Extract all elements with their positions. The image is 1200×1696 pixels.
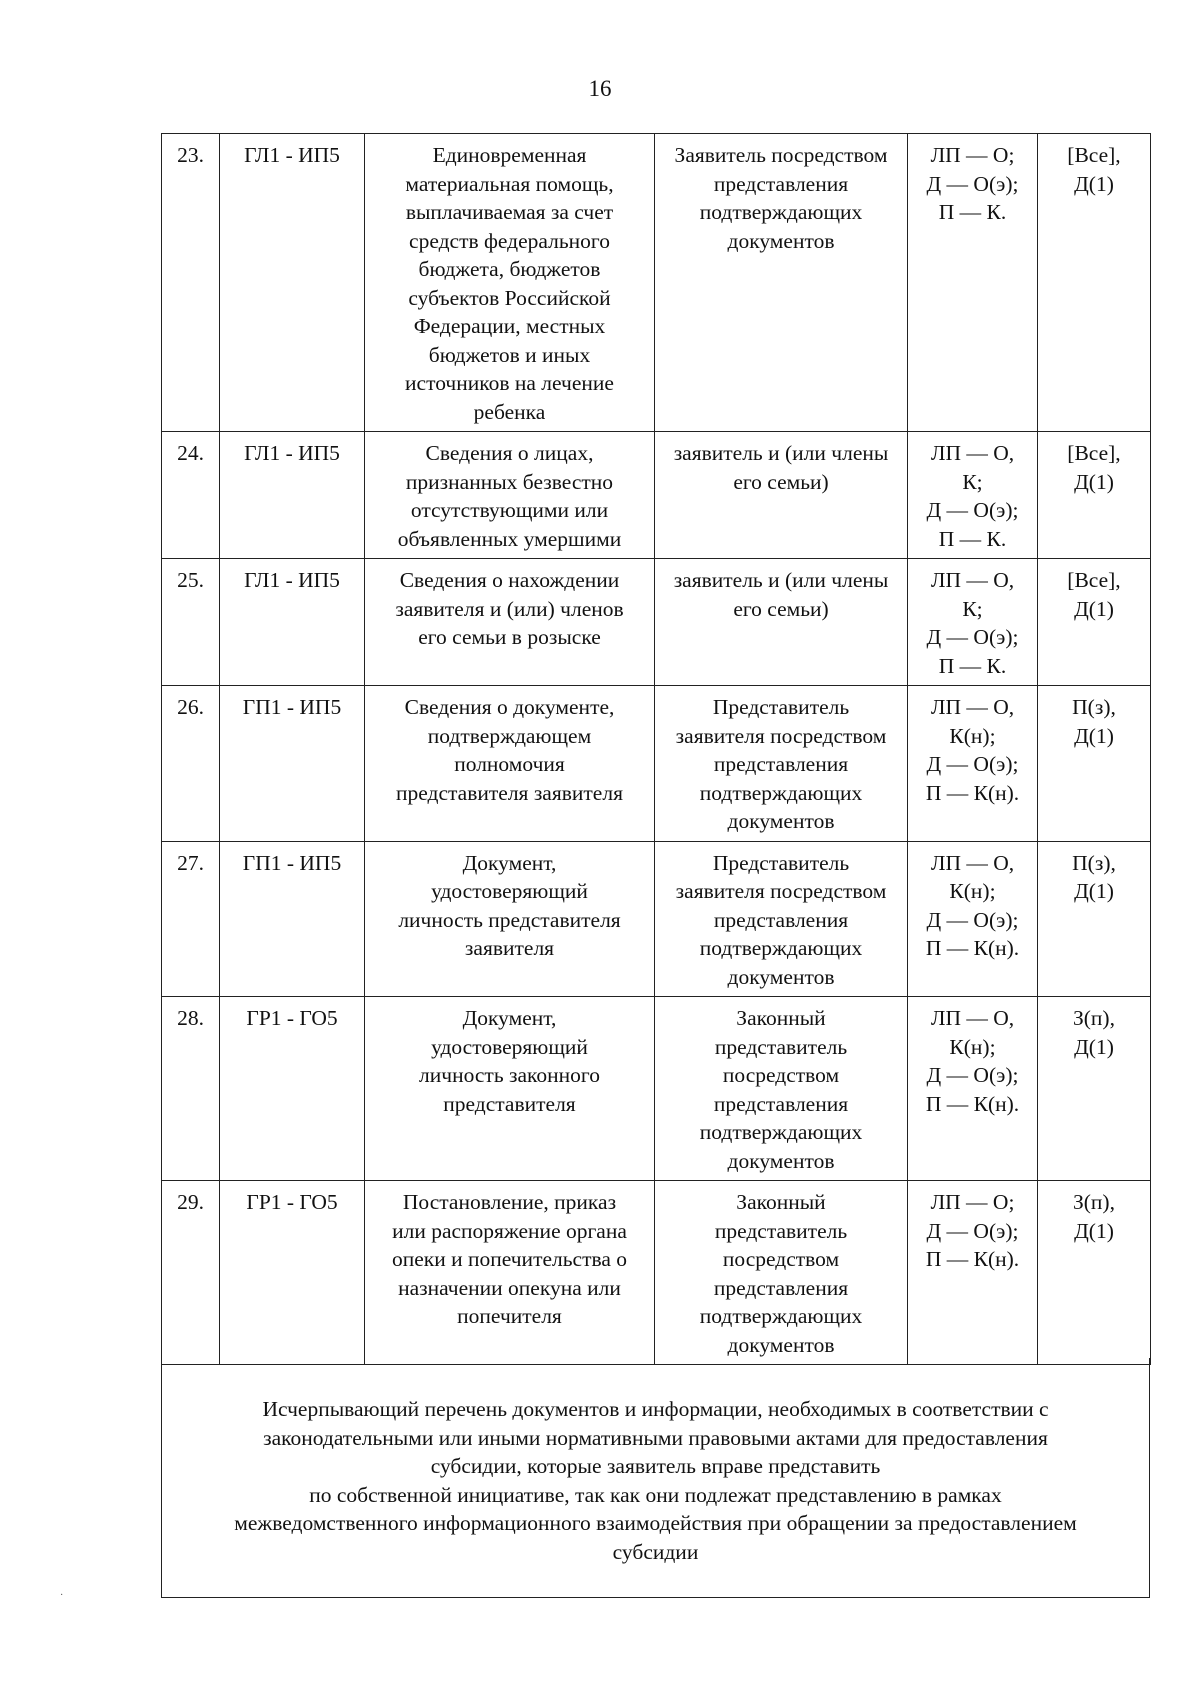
row-note — [1038, 559, 1151, 686]
row-document — [365, 686, 655, 842]
row-number: 27. — [162, 841, 220, 997]
row-note — [1038, 432, 1151, 559]
section-header-text: Исчерпывающий перечень документов и информации, необходимых в соответствии с законодательными или иными нормативными правовыми актами для предоставления субсидии, которые заявитель вправе представить по собственной инициативе, так как они подлежат представлению в рамках межведомственного информационного взаимодействия при обращении за предоставлением субсидии — [234, 1397, 1077, 1564]
table-row — [162, 432, 1151, 559]
row-form-text: ЛП — О, К(н); Д — О(э); П — К(н). — [925, 850, 1020, 960]
row-submitter — [655, 1181, 908, 1365]
row-number: 26. — [162, 686, 220, 842]
row-document — [365, 997, 655, 1181]
row-note — [1038, 997, 1151, 1181]
row-form-text: ЛП — О, К(н); Д — О(э); П — К(н). — [925, 695, 1020, 805]
row-number: 24. — [162, 432, 220, 559]
row-submitter — [655, 841, 908, 997]
row-code: ГЛ1 - ИП5 — [220, 559, 365, 686]
row-submitter-text: Законный представитель посредством представления подтверждающих документов — [699, 1190, 863, 1357]
row-note-text: З(п), Д(1) — [1073, 1190, 1115, 1243]
row-submitter-text: заявитель и (или члены его семьи) — [673, 441, 889, 494]
row-submitter — [655, 997, 908, 1181]
row-document — [365, 559, 655, 686]
row-document-text: Сведения о нахождении заявителя и (или) членов его семьи в розыске — [395, 568, 624, 649]
table-row — [162, 559, 1151, 686]
row-document-text: Сведения о лицах, признанных безвестно отсутствующими или объявленных умершими — [397, 441, 622, 551]
row-form — [908, 559, 1038, 686]
row-document-text: Постановление, приказ или распоряжение органа опеки и попечительства о назначении опекуна или попечителя — [391, 1190, 628, 1328]
row-document-text: Документ, удостоверяющий личность законного представителя — [419, 1006, 600, 1116]
row-submitter — [655, 559, 908, 686]
table-row — [162, 134, 1151, 432]
row-submitter-text: заявитель и (или члены его семьи) — [673, 568, 889, 621]
page-number: 16 — [588, 76, 612, 101]
row-form — [908, 997, 1038, 1181]
row-number: 23. — [162, 134, 220, 432]
row-number: 29. — [162, 1181, 220, 1365]
row-code: ГЛ1 - ИП5 — [220, 432, 365, 559]
row-note — [1038, 686, 1151, 842]
row-code: ГП1 - ИП5 — [220, 686, 365, 842]
row-document — [365, 841, 655, 997]
row-form-text: ЛП — О, К; Д — О(э); П — К. — [926, 568, 1019, 678]
row-submitter-text: Представитель заявителя посредством представления подтверждающих документов — [675, 695, 887, 833]
row-submitter — [655, 134, 908, 432]
row-code: ГП1 - ИП5 — [220, 841, 365, 997]
row-note-text: [Все], Д(1) — [1067, 441, 1121, 494]
row-code: ГР1 - ГО5 — [220, 997, 365, 1181]
row-document-text: Единовременная материальная помощь, выплачиваемая за счет средств федерального бюджета, бюджетов субъектов Российской Федерации, местных бюджетов и иных источников на лечение ребенка — [405, 143, 614, 424]
row-form — [908, 841, 1038, 997]
row-form — [908, 432, 1038, 559]
row-note-text: П(з), Д(1) — [1072, 695, 1116, 748]
row-form-text: ЛП — О; Д — О(э); П — К(н). — [925, 1190, 1020, 1271]
row-form — [908, 134, 1038, 432]
row-form — [908, 1181, 1038, 1365]
row-document-text: Сведения о документе, подтверждающем полномочия представителя заявителя — [396, 695, 623, 805]
row-note-text: [Все], Д(1) — [1067, 143, 1121, 196]
row-document-text: Документ, удостоверяющий личность представителя заявителя — [398, 850, 621, 960]
row-code: ГЛ1 - ИП5 — [220, 134, 365, 432]
row-submitter — [655, 432, 908, 559]
row-note-text: [Все], Д(1) — [1067, 568, 1121, 621]
row-form-text: ЛП — О, К(н); Д — О(э); П — К(н). — [925, 1006, 1020, 1116]
row-document — [365, 134, 655, 432]
section-header-box — [161, 1358, 1150, 1598]
row-form-text: ЛП — О; Д — О(э); П — К. — [926, 143, 1019, 224]
row-note-text: З(п), Д(1) — [1073, 1006, 1115, 1059]
row-form — [908, 686, 1038, 842]
documents-table — [161, 133, 1151, 1365]
scan-speck: · — [60, 1590, 64, 1601]
table-row — [162, 1181, 1151, 1365]
row-number: 28. — [162, 997, 220, 1181]
row-note — [1038, 1181, 1151, 1365]
row-submitter-text: Представитель заявителя посредством представления подтверждающих документов — [675, 850, 887, 989]
row-note — [1038, 841, 1151, 997]
table-row — [162, 686, 1151, 842]
table-row — [162, 841, 1151, 997]
row-number: 25. — [162, 559, 220, 686]
row-document — [365, 1181, 655, 1365]
row-note-text: П(з), Д(1) — [1072, 850, 1116, 903]
table-row — [162, 997, 1151, 1181]
row-submitter-text: Заявитель посредством представления подтверждающих документов — [674, 143, 888, 253]
row-document — [365, 432, 655, 559]
row-form-text: ЛП — О, К; Д — О(э); П — К. — [926, 441, 1019, 551]
row-note — [1038, 134, 1151, 432]
row-submitter-text: Законный представитель посредством представления подтверждающих документов — [699, 1006, 863, 1173]
row-submitter — [655, 686, 908, 842]
row-code: ГР1 - ГО5 — [220, 1181, 365, 1365]
